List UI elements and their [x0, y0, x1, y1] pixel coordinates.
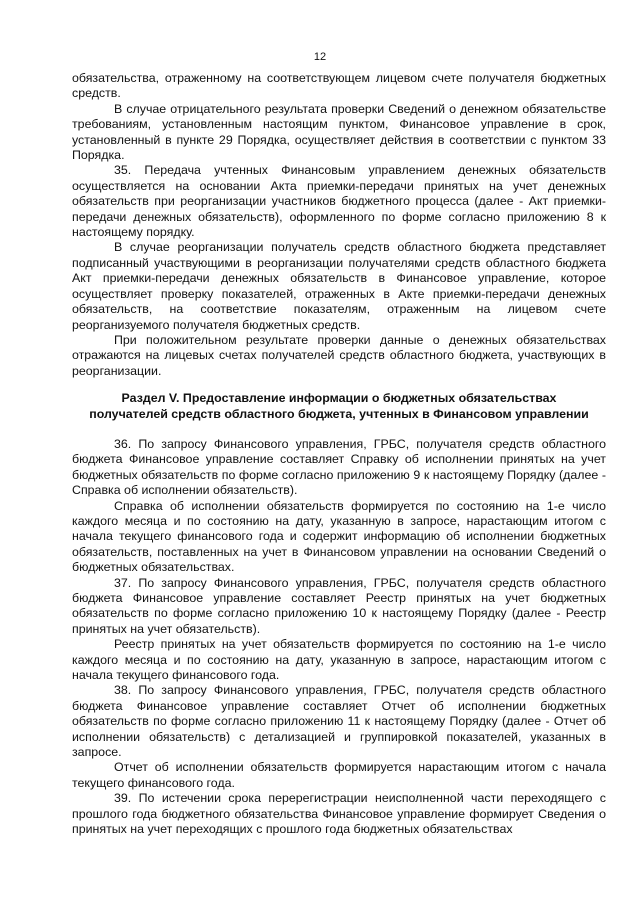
paragraph: Справка об исполнении обязательств формируется по состоянию на 1-е число каждого месяца и по состоянию на дату, указанную в запросе, нарастающим итогом с начала текущего финансового года и содержит информацию об исполнении бюджетных обязательств, поставленных на учет в Финансовом управлении на основании Сведений о бюджетных обязательствах. [72, 498, 606, 575]
paragraph-item-36: 36. По запросу Финансового управления, ГРБС, получателя средств областного бюджета Финансовое управление составляет Справку об исполнении принятых на учет бюджетных обязательств по форме согласно приложению 9 к настоящему Порядку (далее - Справка об исполнении обязательств). [72, 436, 606, 498]
paragraph: В случае отрицательного результата проверки Сведений о денежном обязательстве требованиям, установленным настоящим пунктом, Финансовое управление в срок, установленный в пункте 29 Порядка, осуществляет действия в соответствии с пунктом 33 Порядка. [72, 101, 606, 163]
document-body [72, 71, 606, 838]
paragraph: Реестр принятых на учет обязательств формируется по состоянию на 1-е число каждого месяца и по состоянию на дату, указанную в запросе, нарастающим итогом с начала текущего финансового года. [72, 637, 606, 683]
paragraph: Отчет об исполнении обязательств формируется нарастающим итогом с начала текущего финансового года. [72, 760, 606, 790]
paragraph-continuation: обязательства, отраженному на соответствующем лицевом счете получателя бюджетных средств. [72, 71, 606, 101]
section-title [72, 391, 606, 422]
page-number: 12 [313, 51, 327, 63]
paragraph: В случае реорганизации получатель средств областного бюджета представляет подписанный участвующими в реорганизации получателями средств областного бюджета Акт приемки-передачи денежных обязательств в Финансовое управление, которое осуществляет проверку показателей, отраженных в Акте приемки-передачи денежных обязательств, на соответствие показателям, отраженным на лицевом счете реорганизуемого получателя бюджетных средств. [72, 240, 606, 332]
paragraph-item-39: 39. По истечении срока перерегистрации неисполненной части переходящего с прошлого года бюджетного обязательства Финансовое управление формирует Сведения о принятых на учет переходящих с прошлого года бюджетных обязательствах [72, 791, 606, 837]
paragraph: При положительном результате проверки данные о денежных обязательствах отражаются на лицевых счетах получателей средств областного бюджета, участвующих в реорганизации. [72, 332, 606, 378]
paragraph-item-35: 35. Передача учтенных Финансовым управлением денежных обязательств осуществляется на основании Акта приемки-передачи принятых на учет денежных обязательств при реорганизации участников бюджетного процесса (далее - Акт приемки-передачи денежных обязательств), оформленного по форме согласно приложению 8 к настоящему порядку. [72, 163, 606, 240]
section-title-line: получателей средств областного бюджета, учтенных в Финансовом управлении [89, 406, 589, 421]
paragraph-item-38: 38. По запросу Финансового управления, ГРБС, получателя средств областного бюджета Финансовое управление составляет Отчет об исполнении бюджетных обязательств по форме согласно приложению 11 к настоящему Порядку (далее - Отчет об исполнении обязательств) с детализацией и группировкой показателей, указанных в запросе. [72, 683, 606, 760]
paragraph-item-37: 37. По запросу Финансового управления, ГРБС, получателя средств областного бюджета Финансовое управление составляет Реестр принятых на учет бюджетных обязательств по форме согласно приложению 10 к настоящему Порядку (далее - Реестр принятых на учет обязательств). [72, 575, 606, 636]
section-title-line: Раздел V. Предоставление информации о бюджетных обязательствах [121, 391, 557, 406]
